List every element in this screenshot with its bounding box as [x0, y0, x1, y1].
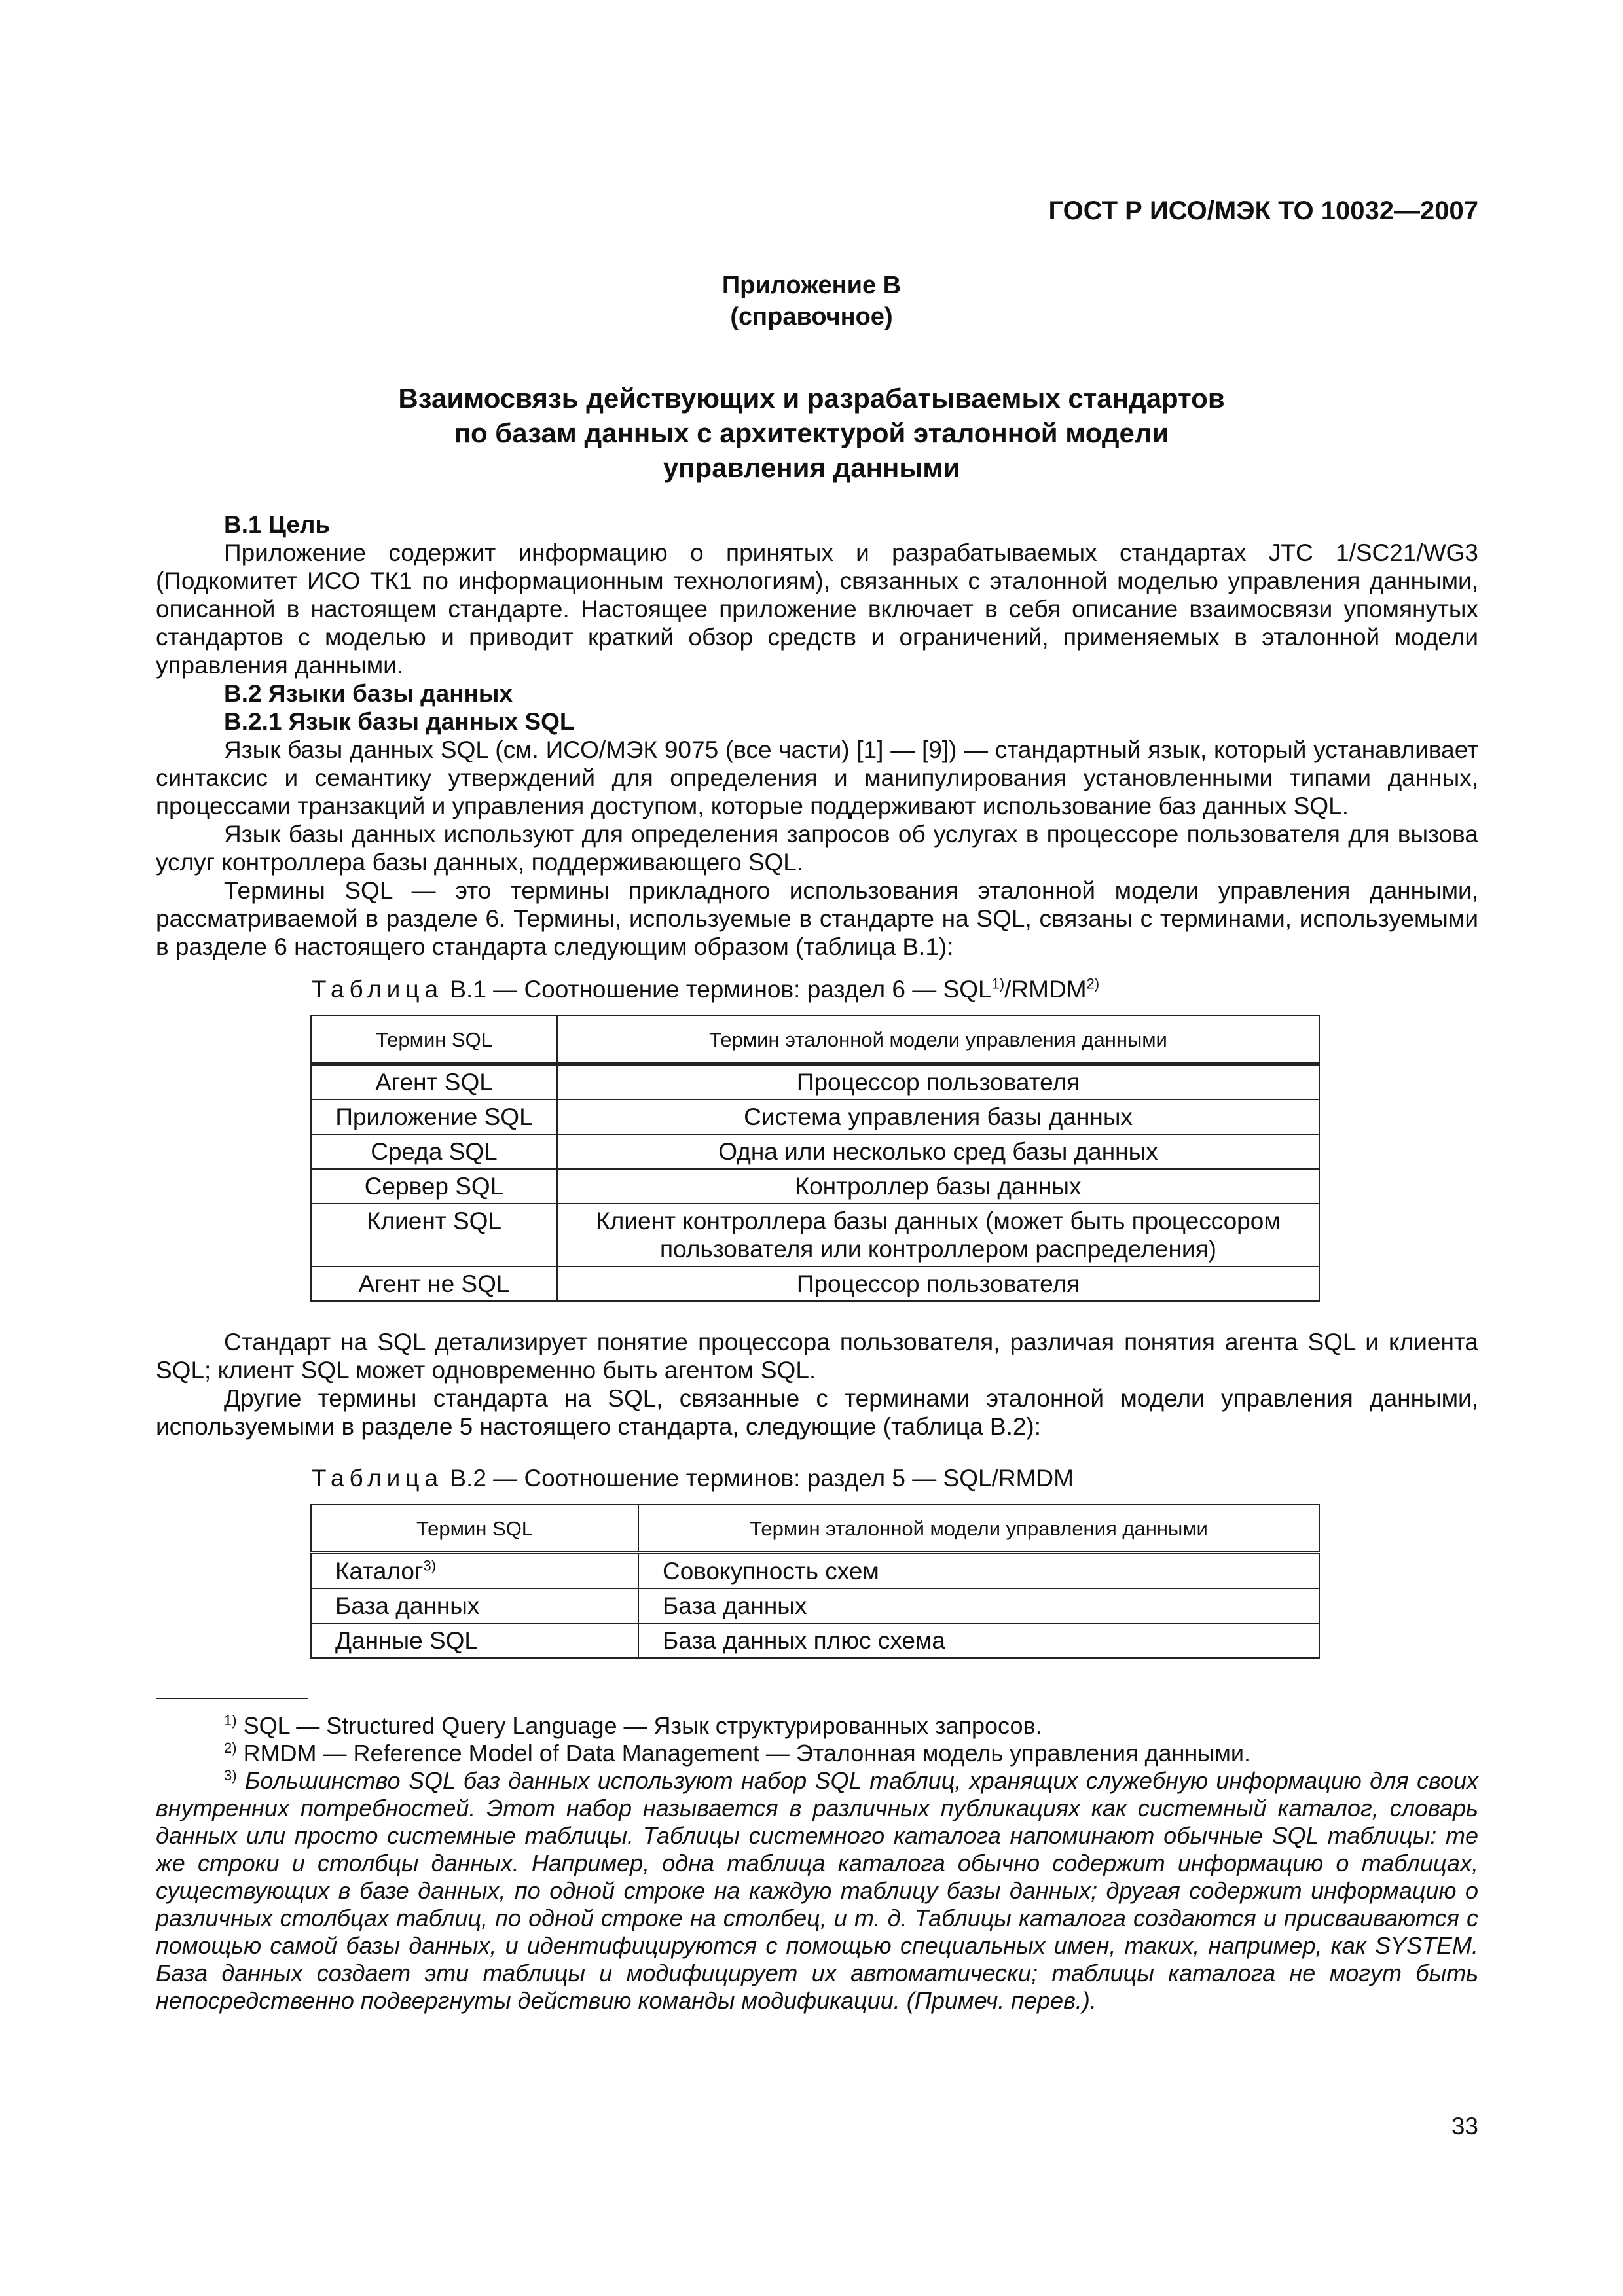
footnote-mark: 1) [224, 1712, 237, 1729]
title-line-2: по базам данных с архитектурой эталонной модели [454, 418, 1169, 448]
footnote-separator [156, 1698, 308, 1699]
table-caption-label: Таблица [312, 976, 444, 1003]
paragraph: Термины SQL — это термины прикладного использования эталонной модели управления данными, рассматриваемой в разделе 6. Термины, используемые в стандарте на SQL, связаны с терминами, используемыми в разделе 6 настоящего стандарта следующим образом (таблица В.1): [156, 877, 1478, 960]
table-b2 [310, 1504, 1320, 1659]
table-cell: Процессор пользователя [557, 1064, 1319, 1100]
footnote-ref: 3) [423, 1557, 437, 1574]
annex-type: (справочное) [730, 303, 893, 331]
footnote-mark: 3) [224, 1767, 237, 1784]
table-cell: База данных [638, 1588, 1319, 1623]
page-number: 33 [1451, 2113, 1478, 2140]
table-cell: Клиент SQL [311, 1204, 557, 1266]
table-caption-text: /RMDM [1004, 976, 1087, 1003]
table-cell: Агент SQL [311, 1064, 557, 1100]
table-cell: Совокупность схем [638, 1553, 1319, 1589]
annex-heading [0, 270, 1623, 332]
footnote-text: SQL — Structured Query Language — Язык структурированных запросов. [236, 1712, 1042, 1739]
section-heading-b21: В.2.1 Язык базы данных SQL [224, 708, 575, 735]
table-header-row [311, 1505, 1319, 1553]
footnote-text: RMDM — Reference Model of Data Management — Эталонная модель управления данными. [236, 1740, 1251, 1767]
table-cell: Сервер SQL [311, 1169, 557, 1204]
footnote-2 [156, 1740, 1478, 1767]
table-caption-b2 [156, 1464, 1478, 1492]
table-cell [311, 1553, 638, 1589]
footnote-1 [156, 1712, 1478, 1740]
table-row [311, 1623, 1319, 1658]
table-header-cell: Термин эталонной модели управления данными [557, 1016, 1319, 1064]
footnote-mark: 2) [224, 1740, 237, 1756]
table-header-cell: Термин эталонной модели управления данными [638, 1505, 1319, 1553]
table-cell: Одна или несколько сред базы данных [557, 1134, 1319, 1169]
table-cell: Система управления базы данных [557, 1100, 1319, 1134]
table-row [311, 1266, 1319, 1301]
table-header-row [311, 1016, 1319, 1064]
table-row [311, 1204, 1319, 1266]
table-caption-b1 [156, 975, 1478, 1003]
table-row [311, 1100, 1319, 1134]
title-line-3: управления данными [663, 452, 960, 483]
section-heading-b1: В.1 Цель [224, 511, 331, 538]
title-line-1: Взаимосвязь действующих и разрабатываемых стандартов [398, 383, 1225, 414]
table-caption-text: В.1 — Соотношение терминов: раздел 6 — SQL [443, 976, 992, 1003]
table-header-cell: Термин SQL [311, 1505, 638, 1553]
table-row [311, 1169, 1319, 1204]
paragraph: Другие термины стандарта на SQL, связанные с терминами эталонной модели управления данными, используемыми в разделе 5 настоящего стандарта, следующие (таблица В.2): [156, 1385, 1478, 1440]
table-cell: База данных [311, 1588, 638, 1623]
table-cell: Контроллер базы данных [557, 1169, 1319, 1204]
section-heading-b2: В.2 Языки базы данных [224, 680, 513, 707]
table-caption-label: Таблица [312, 1465, 444, 1492]
table-cell: Приложение SQL [311, 1100, 557, 1134]
footnote-ref: 2) [1086, 975, 1100, 992]
paragraph: Язык базы данных используют для определения запросов об услугах в процессоре пользователя для вызова услуг контроллера базы данных, поддерживающего SQL. [156, 821, 1478, 876]
footnote-3 [156, 1767, 1478, 2015]
annex-title: Приложение В [721, 272, 902, 299]
table-row [311, 1553, 1319, 1589]
table-row [311, 1588, 1319, 1623]
document-identifier: ГОСТ Р ИСО/МЭК ТО 10032—2007 [1048, 196, 1478, 225]
table-cell: Клиент контроллера базы данных (может быть процессором пользователя или контроллером распределения) [557, 1204, 1319, 1266]
table-cell: База данных плюс схема [638, 1623, 1319, 1658]
table-header-cell: Термин SQL [311, 1016, 557, 1064]
footnote-ref: 1) [991, 975, 1005, 992]
paragraph: Стандарт на SQL детализирует понятие процессора пользователя, различая понятия агента SQL и клиента SQL; клиент SQL может одновременно быть агентом SQL. [156, 1329, 1478, 1384]
table-b1 [310, 1015, 1320, 1302]
table-cell-text: Каталог [335, 1558, 424, 1585]
paragraph: Язык базы данных SQL (см. ИСО/МЭК 9075 (все части) [1] — [9]) — стандартный язык, который устанавливает синтаксис и семантику утверждений для определения и манипулирования установленными типами данных, процессами транзакций и управления доступом, которые поддерживают использование баз данных SQL. [156, 736, 1478, 819]
document-body [156, 511, 1478, 2015]
table-caption-text: В.2 — Соотношение терминов: раздел 5 — SQL/RMDM [443, 1465, 1074, 1492]
table-cell: Данные SQL [311, 1623, 638, 1658]
paragraph: Приложение содержит информацию о принятых и разрабатываемых стандартах JTC 1/SC21/WG3 (Подкомитет ИСО ТК1 по информационным технологиям), связанных с эталонной моделью управления данными, описанной в настоящем стандарте. Настоящее приложение включает в себя описание взаимосвязи упомянутых стандартов с моделью и приводит краткий обзор средств и ограничений, применяемых в эталонной модели управления данными. [156, 539, 1478, 679]
table-cell: Процессор пользователя [557, 1266, 1319, 1301]
table-cell: Среда SQL [311, 1134, 557, 1169]
annex-main-title [0, 381, 1623, 485]
footnote-text: Большинство SQL баз данных используют набор SQL таблиц, хранящих служебную информацию для своих внутренних потребностей. Этот набор называется в различных публикациях как системный каталог, словарь данных или просто системные таблицы. Таблицы системного каталога напоминают обычные SQL таблицы: те же строки и столбцы данных. Например, одна таблица каталога обычно содержит информацию о таблицах, существующих в базе данных, по одной строке на каждую таблицу базы данных; другая содержит информацию о различных столбцах таблиц, по одной строке на столбец, и т. д. Таблицы каталога создаются и присваиваются с помощью самой базы данных, и идентифицируются с помощью специальных имен, таких, например, как SYSTEM. База данных создает эти таблицы и модифицирует их автоматически; таблицы каталога не могут быть непосредственно подвергнуты действию команды модификации. (Примеч. перев.). [156, 1767, 1478, 2014]
table-cell: Агент не SQL [311, 1266, 557, 1301]
table-row [311, 1064, 1319, 1100]
table-row [311, 1134, 1319, 1169]
